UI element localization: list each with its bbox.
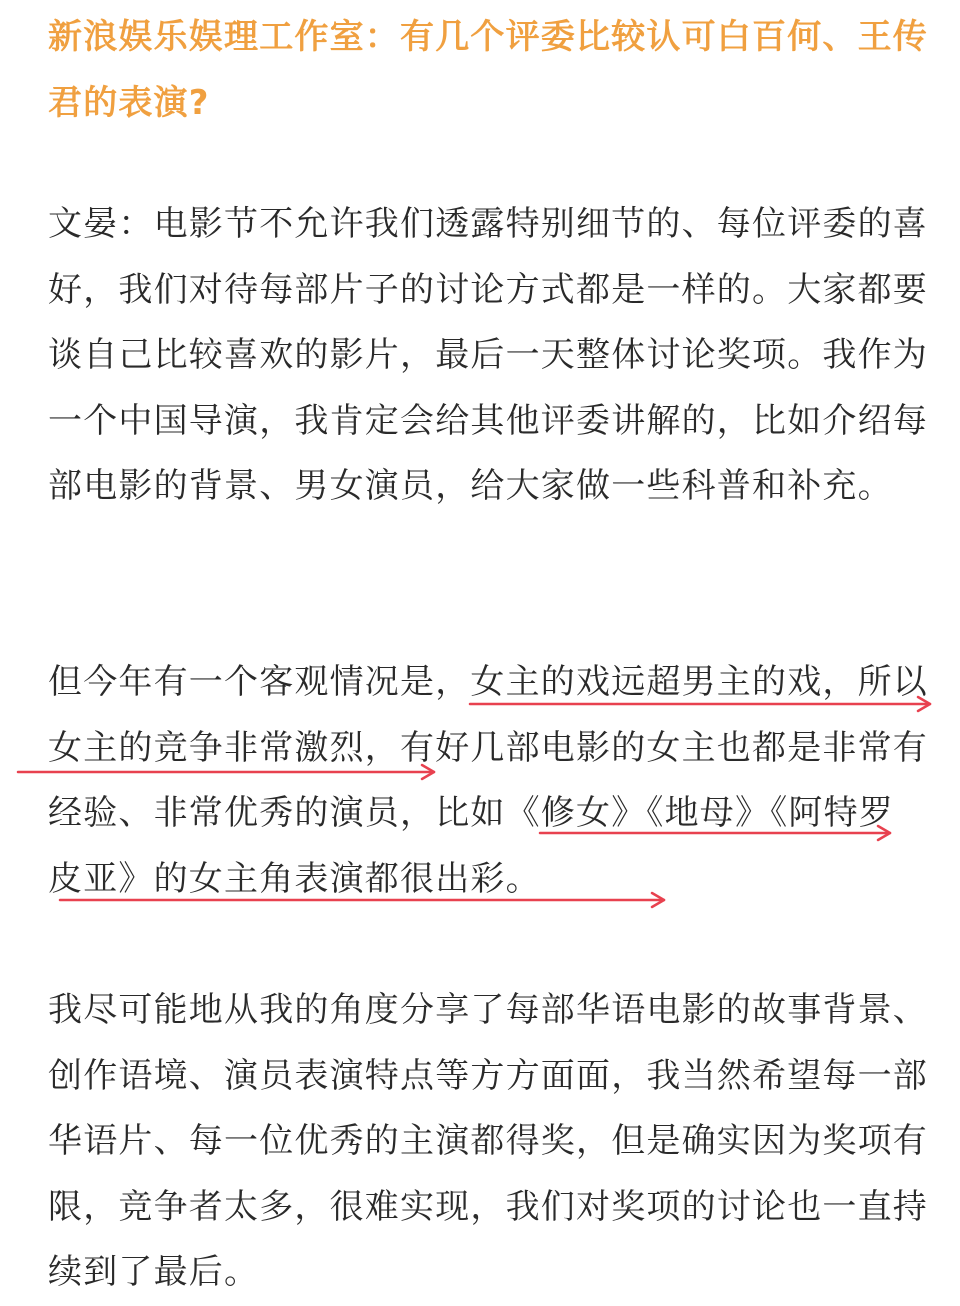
- answer-paragraph-2: 但今年有一个客观情况是，女主的戏远超男主的戏，所以女主的竞争非常激烈，有好几部电影的女主也都是非常有经验、非常优秀的演员，比如《修女》《地母》《阿特罗皮亚》的女主角表演都很出彩。: [48, 662, 928, 899]
- interview-question: 新浪娱乐娱理工作室：有几个评委比较认可白百何、王传君的表演?: [48, 17, 928, 123]
- answer-paragraph-3: 我尽可能地从我的角度分享了每部华语电影的故事背景、创作语境、演员表演特点等方方面面，我当然希望每一部华语片、每一位优秀的主演都得奖，但是确实因为奖项有限，竞争者太多，很难实现，我们对奖项的讨论也一直持续到了最后。: [48, 990, 928, 1292]
- article: [48, 0, 928, 1292]
- answer-paragraph-1: 文晏：电影节不允许我们透露特别细节的、每位评委的喜好，我们对待每部片子的讨论方式都是一样的。大家都要谈自己比较喜欢的影片，最后一天整体讨论奖项。我作为一个中国导演，我肯定会给其他评委讲解的，比如介绍每部电影的背景、男女演员，给大家做一些科普和补充。: [48, 204, 928, 506]
